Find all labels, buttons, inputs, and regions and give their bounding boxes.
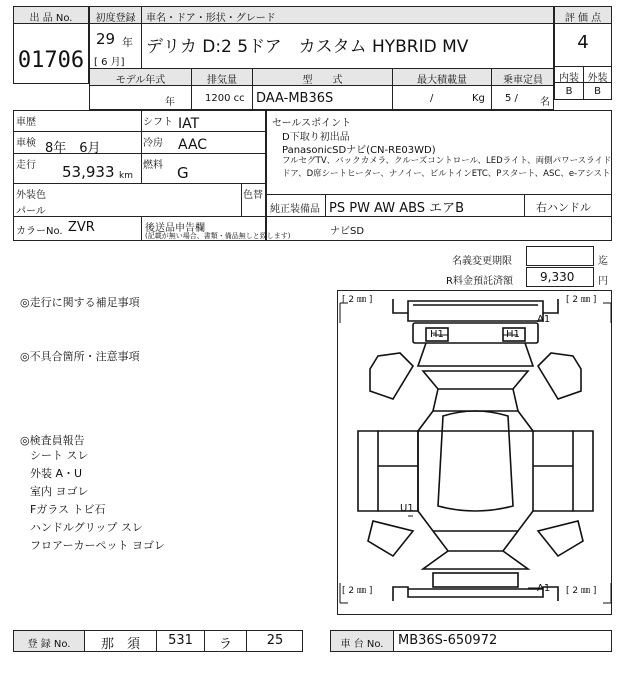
score-label: 評 価 点	[564, 13, 602, 24]
displacement-value: 1200 cc	[205, 93, 245, 104]
mileage-label: 走行	[16, 160, 36, 171]
post-items-label: 後送品申告欄	[145, 223, 205, 234]
inspector-line-1: シート スレ	[30, 449, 89, 462]
inspector-line-5: ハンドルグリップ スレ	[30, 521, 143, 534]
first-reg-month: [ 6 月]	[94, 57, 125, 68]
capacity-unit: 名	[540, 97, 550, 108]
max-load-value: /	[430, 93, 434, 104]
fuel-value: G	[177, 164, 189, 182]
damage-mark-rear-bumper: A1	[537, 583, 551, 594]
reg-area: 那 須	[100, 637, 140, 652]
inspector-line-4: Fガラス トビ石	[30, 503, 106, 516]
first-reg-year-unit: 年	[122, 36, 133, 49]
damage-mark-headlight-right: H1	[506, 329, 520, 340]
load-unit: Kg	[472, 93, 485, 104]
car-outline-svg	[338, 291, 613, 616]
reg-number: 25	[266, 633, 284, 648]
car-name: デリカ D:2 5ドア カスタム HYBRID MV	[146, 37, 469, 57]
shift-value: IAT	[178, 116, 200, 132]
name-change-unit: 迄	[598, 256, 608, 267]
equipment-label: 純正装備品	[270, 204, 320, 215]
equipment-value: PS PW AW ABS エアB	[329, 201, 465, 216]
recycle-value: 9,330	[540, 270, 575, 284]
capacity-value: 5 /	[505, 93, 518, 104]
max-load-label: 最大積載量	[417, 75, 467, 86]
color-no-value: ZVR	[68, 220, 95, 235]
tire-depth-front-right: [ 2 ㎜ ]	[566, 295, 597, 305]
sales-line-4: ドア、D席シートヒーター、ナノイー、ビルトインETC、Pスタート、ASC、e-アシスト	[282, 169, 611, 179]
first-reg-label: 初度登録	[95, 13, 136, 24]
color-no-label: カラーNo.	[16, 226, 63, 237]
interior-grade: B	[565, 86, 573, 97]
recycle-unit: 円	[598, 276, 608, 287]
model-code-label: 型 式	[302, 75, 343, 86]
damage-mark-left-side: U1	[400, 503, 414, 514]
tire-depth-front-left: [ 2 ㎜ ]	[342, 295, 373, 305]
model-year-unit: 年	[165, 97, 175, 108]
tire-depth-rear-right: [ 2 ㎜ ]	[566, 586, 597, 596]
reg-class: 531	[168, 633, 193, 648]
driving-notes-label: ◎走行に関する補足事項	[20, 296, 140, 309]
recycle-label: R料金預託済額	[446, 276, 513, 287]
sales-line-2: PanasonicSDナビ(CN-RE03WD)	[282, 145, 436, 156]
navi-value: ナビSD	[330, 226, 365, 237]
reg-no-label: 登 録 No.	[27, 639, 71, 650]
model-code: DAA-MB36S	[256, 91, 334, 106]
exterior-label: 外装	[587, 73, 608, 84]
lot-label: 出 品 No.	[29, 13, 73, 24]
chassis-label: 車 台 No.	[340, 639, 384, 650]
color-value: パール	[16, 206, 46, 217]
inspector-line-6: フロアーカーペット ヨゴレ	[30, 539, 165, 552]
score-value: 4	[577, 32, 589, 53]
inspector-line-2: 外装 A・U	[30, 467, 83, 480]
name-change-box	[526, 246, 594, 266]
shift-label: シフト	[143, 117, 173, 128]
color-label: 外装色	[16, 190, 46, 201]
fuel-label: 燃料	[143, 160, 163, 171]
model-year-label: モデル年式	[115, 75, 166, 86]
mileage-value: 53,933	[62, 163, 115, 181]
sales-line-1: D下取り初出品	[282, 132, 350, 143]
sales-title: セールスポイント	[272, 118, 352, 129]
lot-number: 01706	[17, 48, 85, 73]
name-change-label: 名義変更期限	[452, 256, 512, 267]
aircon-label: 冷房	[143, 138, 163, 149]
aircon-value: AAC	[178, 137, 208, 153]
exterior-grade: B	[594, 86, 601, 97]
inspector-line-3: 室内 ヨゴレ	[30, 485, 89, 498]
reg-kana: ラ	[218, 637, 232, 652]
history-label: 車歴	[16, 117, 36, 128]
tire-depth-rear-left: [ 2 ㎜ ]	[342, 586, 373, 596]
car-diagram	[337, 290, 612, 615]
damage-mark-front-bumper: A1	[537, 314, 551, 325]
car-name-label: 車名・ドア・形状・グレード	[146, 13, 276, 24]
inspection-value: 8年 6月	[45, 141, 101, 156]
interior-label: 内装	[559, 73, 579, 84]
chassis-number: MB36S-650972	[398, 633, 498, 648]
first-reg-year: 29	[96, 30, 116, 48]
displacement-label: 排気量	[207, 75, 237, 86]
color-change-label: 色替	[243, 190, 263, 201]
defects-label: ◎不具合箇所・注意事項	[20, 350, 140, 363]
handle-value: 右ハンドル	[536, 201, 591, 214]
mileage-unit: km	[119, 171, 133, 181]
inspection-label: 車検	[16, 138, 36, 149]
post-items-note: (記載が無い場合、書類・備品無しと致します)	[145, 232, 291, 240]
sales-line-3: フルセグTV、バックカメラ、クルーズコントロール、LEDライト、両側パワースライド	[282, 156, 612, 166]
capacity-label: 乗車定員	[503, 75, 543, 86]
inspector-label: ◎検査員報告	[20, 434, 85, 447]
damage-mark-headlight-left: H1	[430, 329, 444, 340]
